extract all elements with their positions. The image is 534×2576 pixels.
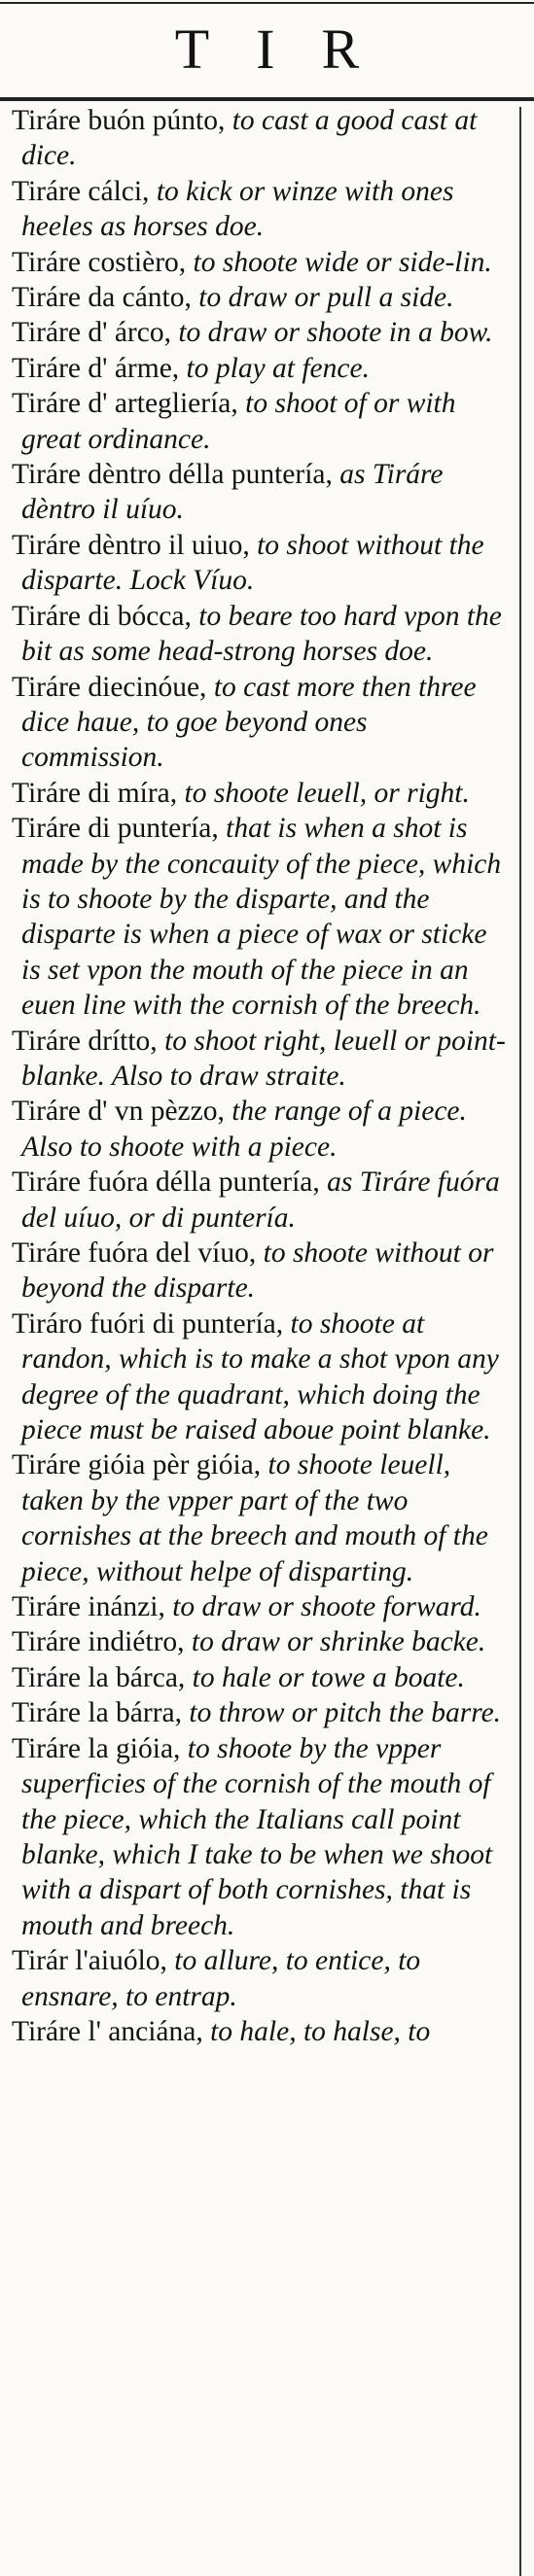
entry-headword: Tiráre d' árme, <box>12 352 180 384</box>
entry-definition: to shoote leuell, or right. <box>177 777 470 809</box>
dictionary-entry <box>12 386 510 457</box>
entry-headword: Tiráre di míra, <box>12 777 178 809</box>
dictionary-entry <box>12 1236 510 1306</box>
dictionary-entry <box>12 1660 510 1695</box>
dictionary-entry <box>12 280 510 315</box>
entry-definition: to shoot right, leuell or point-blanke. Also to draw straite. <box>21 1025 506 1092</box>
entry-headword: Tiráre da cánto, <box>12 282 192 314</box>
dictionary-entry <box>12 1024 510 1095</box>
entry-list <box>12 103 510 2049</box>
entry-definition: to cast a good cast at dice. <box>21 105 478 172</box>
entry-headword: Tiráre inánzi, <box>12 1591 165 1623</box>
entry-headword: Tiráre l' anciána, <box>12 2015 203 2047</box>
dictionary-entry <box>12 351 510 386</box>
entry-headword: Tiráre costièro, <box>12 246 187 278</box>
dictionary-entry <box>12 1731 510 1943</box>
dictionary-entry <box>12 670 510 776</box>
entry-definition: to allure, to entice, to ensnare, to entrap. <box>21 1945 421 2012</box>
page-title: TIR <box>174 17 407 81</box>
entry-definition: to shoote leuell, taken by the vpper part of the two cornishes at the breech and mouth of the piece, without helpe of disparting. <box>21 1449 488 1587</box>
entry-headword: Tiráre cálci, <box>12 175 150 207</box>
header-bottom-rule <box>0 97 534 101</box>
entry-headword: Tiráre d' vn pèzzo, <box>12 1096 225 1128</box>
entry-definition: to shoote wide or side-lin. <box>186 246 492 278</box>
entry-definition: to draw or shrinke backe. <box>184 1626 486 1658</box>
entry-definition: to draw or shoote forward. <box>164 1591 481 1623</box>
entry-definition: to hale or towe a boate. <box>185 1661 465 1693</box>
entry-headword: Tiráre drítto, <box>12 1025 158 1057</box>
entry-headword: Tiráre fuóra délla puntería, <box>12 1166 320 1199</box>
entry-headword: Tiráre dèntro délla puntería, <box>12 459 333 491</box>
dictionary-entry <box>12 811 510 1023</box>
entry-definition: to draw or pull a side. <box>191 282 454 314</box>
entry-definition: to shoote without or beyond the disparte. <box>21 1237 494 1305</box>
dictionary-entry <box>12 457 510 528</box>
entry-definition: the range of a piece. Also to shoote with a piece. <box>21 1096 467 1163</box>
entry-definition: to shoote by the vpper superficies of the cornish of the mouth of the piece, which the Italians call point blanke, which I take to be when we shoot with a dispart of both cornishes, that is mouth and breech. <box>21 1732 493 1941</box>
dictionary-entry <box>12 1943 510 2014</box>
entry-definition: to throw or pitch the barre. <box>182 1697 502 1729</box>
header-top-rule <box>0 2 534 4</box>
dictionary-entry <box>12 1695 510 1730</box>
entry-definition: to shoote at randon, which is to make a shot vpon any degree of the quadrant, which doing the piece must be raised aboue point blanke. <box>21 1307 499 1446</box>
dictionary-entry <box>12 1094 510 1165</box>
entry-headword: Tiráro fuóri di puntería, <box>12 1307 284 1340</box>
entry-definition: as Tiráre fuóra del uíuo, or di puntería. <box>21 1166 500 1234</box>
entry-headword: Tiráre d' artegliería, <box>12 388 238 420</box>
entry-definition: to hale, to halse, to <box>202 2015 431 2047</box>
dictionary-entry <box>12 1306 510 1448</box>
entry-headword: Tiráre la bárra, <box>12 1697 183 1729</box>
entry-headword: Tiráre diecinóue, <box>12 671 207 703</box>
entry-headword: Tiráre fuóra del víuo, <box>12 1237 257 1269</box>
dictionary-entry <box>12 2014 510 2049</box>
entry-headword: Tirár l'aiuólo, <box>12 1945 167 1977</box>
entry-headword: Tiráre di puntería, <box>12 813 219 845</box>
entry-definition: that is when a shot is made by the concauity of the piece, which is to shoote by the disparte, and the disparte is when a piece of wax or sticke is set vpon the mouth of the piece in an euen line with the cornish of the breech. <box>21 813 502 1022</box>
entry-headword: Tiráre di bócca, <box>12 600 192 632</box>
entry-headword: Tiráre la bárca, <box>12 1661 186 1693</box>
entry-headword: Tiráre d' árco, <box>12 317 171 349</box>
entry-definition: to draw or shoote in a bow. <box>170 317 493 349</box>
entry-headword: Tiráre indiétro, <box>12 1626 185 1658</box>
entry-headword: Tiráre la gióia, <box>12 1732 181 1764</box>
dictionary-entry <box>12 245 510 280</box>
entry-headword: Tiráre buón púnto, <box>12 105 226 136</box>
dictionary-entry <box>12 599 510 670</box>
entry-definition: to shoot of or with great ordinance. <box>21 388 456 455</box>
entry-definition: to cast more then three dice haue, to goe beyond ones commission. <box>21 671 477 774</box>
entry-definition: to shoot without the disparte. Lock Víuo. <box>21 529 484 597</box>
dictionary-entry <box>12 315 510 350</box>
dictionary-entry <box>12 1165 510 1236</box>
entry-definition: to play at fence. <box>179 352 370 384</box>
entry-definition: to beare too hard vpon the bit as some head-strong horses doe. <box>21 600 502 668</box>
entry-definition: as Tiráre dèntro il uíuo. <box>21 459 444 526</box>
dictionary-entry <box>12 103 510 174</box>
entry-definition: to kick or winze with ones heeles as horses doe. <box>21 175 454 243</box>
dictionary-entry <box>12 528 510 599</box>
column-rule <box>519 107 521 2576</box>
running-header <box>0 8 534 89</box>
entry-headword: Tiráre dèntro il uiuo, <box>12 529 250 561</box>
dictionary-entry <box>12 174 510 245</box>
entry-headword: Tiráre gióia pèr gióia, <box>12 1449 262 1481</box>
dictionary-entry <box>12 1589 510 1624</box>
dictionary-entry <box>12 776 510 811</box>
dictionary-entry <box>12 1624 510 1659</box>
dictionary-entry <box>12 1447 510 1589</box>
